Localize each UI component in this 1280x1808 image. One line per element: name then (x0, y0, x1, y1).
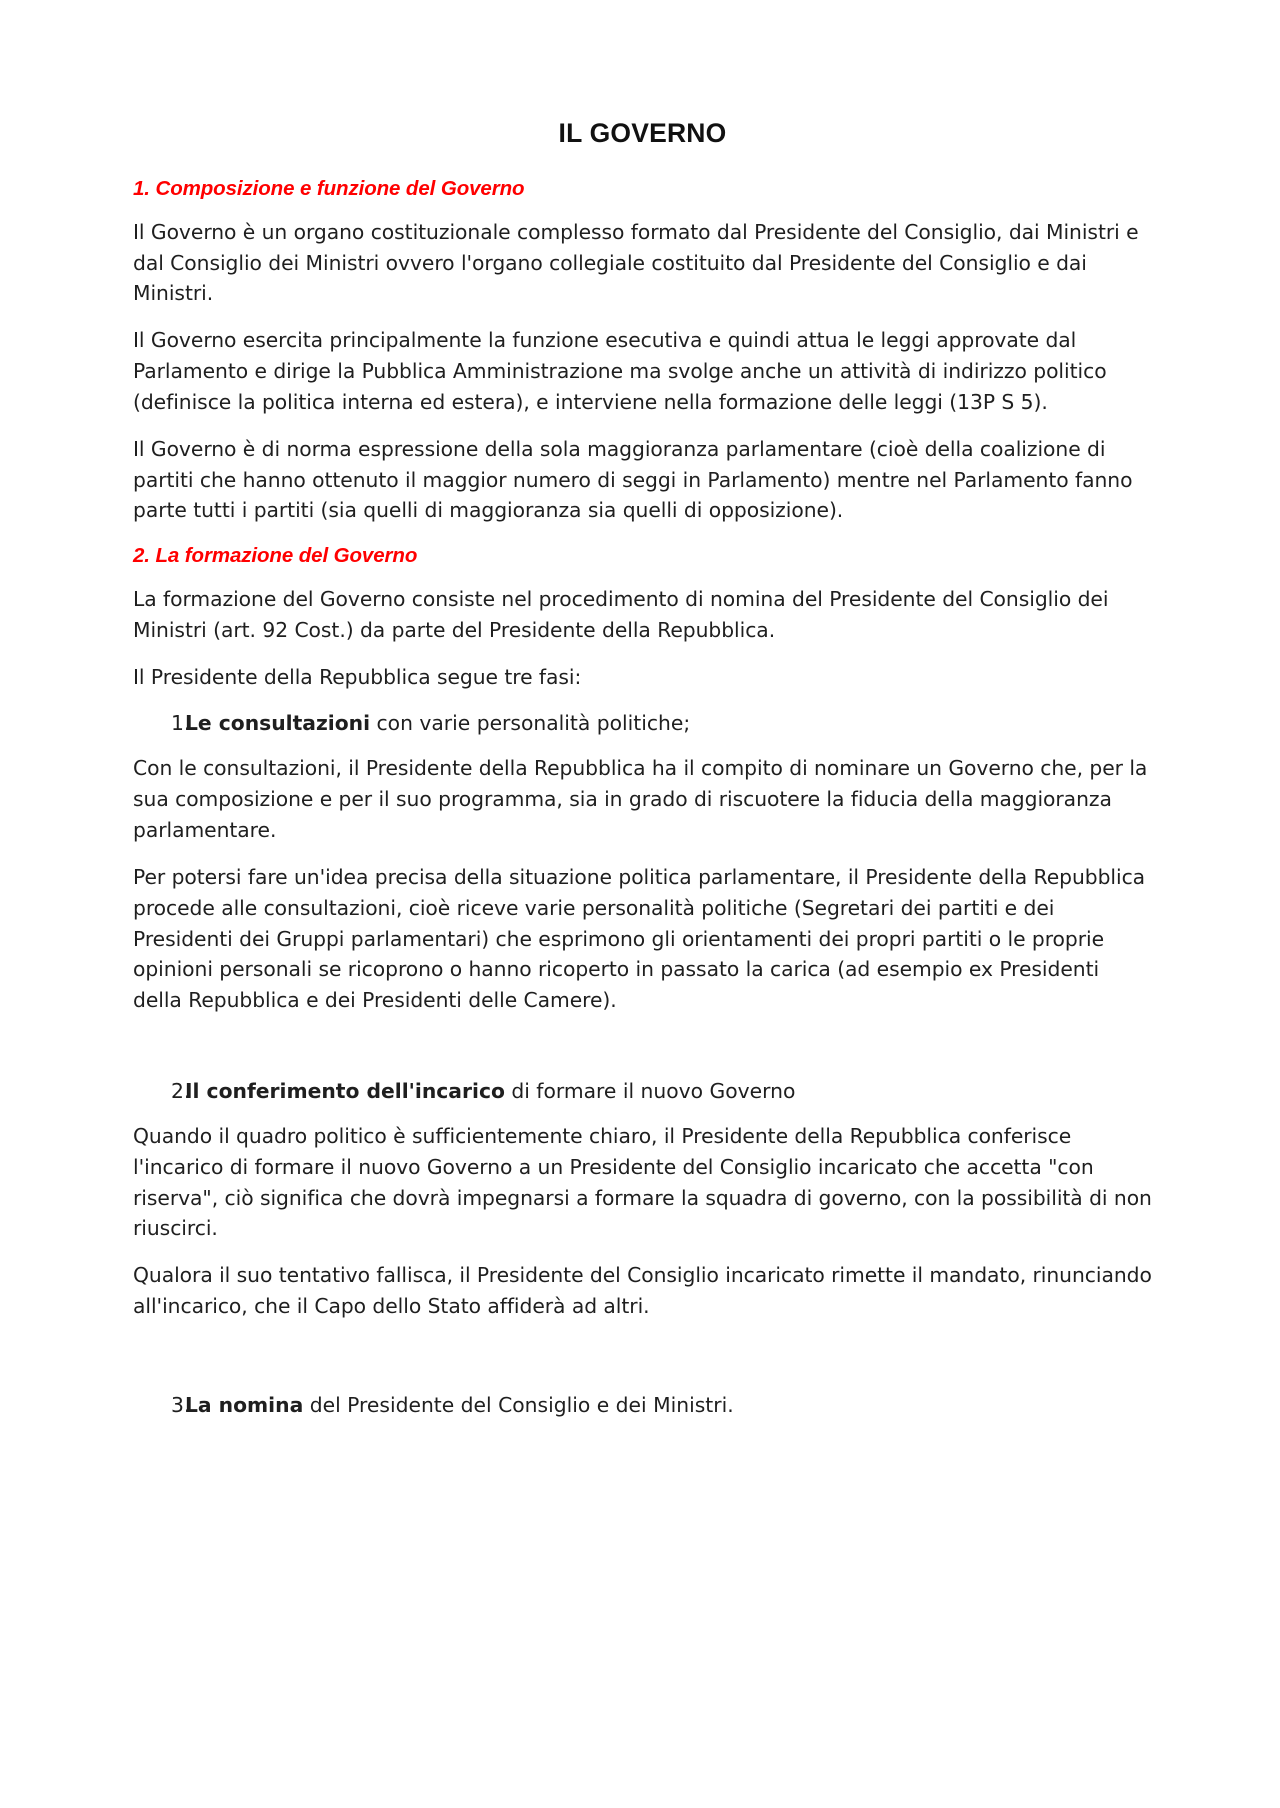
list-item (133, 1390, 1152, 1421)
paragraph-formazione-2: Il Presidente della Repubblica segue tre fasi: (133, 664, 582, 689)
paragraph-incarico-2: Qualora il suo tentativo fallisca, il Presidente del Consiglio incaricato rimette il mandato, rinunciando all'incarico, che il Capo dello Stato affiderà ad altri. (133, 1263, 1152, 1319)
paragraph-consultazioni-2: Per potersi fare un'idea precisa della situazione politica parlamentare, il Presidente della Repubblica procede alle consultazioni, cioè riceve varie personalità politiche (Segretari dei partiti e dei Presidenti dei Gruppi parlamentari) che esprimono gli orientamenti dei propri partiti o le proprie opinioni personali se ricoprono o hanno ricoperto in passato la carica (ad esempio ex Presidenti della Repubblica e dei Presidenti delle Camere). (133, 864, 1146, 1013)
list-item-rest: di formare il nuovo Governo (504, 1079, 796, 1104)
page-title: IL GOVERNO (558, 118, 727, 148)
paragraph-composizione-1: Il Governo è un organo costituzionale complesso formato dal Presidente del Consiglio, dai Ministri e dal Consiglio dei Ministri ovvero l'organo collegiale costituito dal Presidente del Consiglio e dai Ministri. (133, 219, 1139, 306)
list-item-rest: con varie personalità politiche; (370, 711, 691, 736)
phases-list-item-3 (133, 1390, 1152, 1421)
paragraph-composizione-2: Il Governo esercita principalmente la funzione esecutiva e quindi attua le leggi approvate dal Parlamento e dirige la Pubblica Amministrazione ma svolge anche un attività di indirizzo politico (definisce la politica interna ed estera), e interviene nella formazione delle leggi (13P S 5). (133, 328, 1107, 414)
section-heading-2: 2. La formazione del Governo (133, 544, 418, 568)
list-item-number: 2. (171, 1079, 191, 1104)
list-item-text (185, 1076, 1152, 1107)
list-item-number: 3. (171, 1392, 191, 1417)
paragraph-incarico-1: Quando il quadro politico è sufficientemente chiaro, il Presidente della Repubblica conferisce l'incarico di formare il nuovo Governo a un Presidente del Consiglio incaricato che accetta "con riserva", ciò significa che dovrà impegnarsi a formare la squadra di governo, con la possibilità di non riuscirci. (133, 1123, 1152, 1241)
spacer-before-item-2 (133, 1032, 1152, 1076)
list-item-term: Le consultazioni (185, 711, 371, 736)
list-item-term: La nomina (185, 1392, 304, 1417)
phases-list-item-2 (133, 1076, 1152, 1107)
list-item-term: Il conferimento dell'incarico (185, 1079, 505, 1104)
paragraph-composizione-3: Il Governo è di norma espressione della sola maggioranza parlamentare (cioè della coalizione di partiti che hanno ottenuto il maggior numero di seggi in Parlamento) mentre nel Parlamento fanno parte tutti i partiti (sia quelli di maggioranza sia quelli di opposizione). (133, 436, 1133, 523)
section-heading-1: 1. Composizione e funzione del Governo (133, 177, 525, 200)
list-item-number: 1. (171, 711, 191, 736)
list-item-text (185, 708, 1152, 739)
list-item-text (185, 1390, 1152, 1421)
paragraph-formazione-1: La formazione del Governo consiste nel procedimento di nomina del Presidente del Consiglio dei Ministri (art. 92 Cost.) da parte del Presidente della Repubblica. (133, 586, 1109, 642)
list-item (133, 1076, 1152, 1107)
spacer-before-item-3 (133, 1338, 1152, 1390)
list-item-rest: del Presidente del Consiglio e dei Ministri. (303, 1392, 734, 1417)
paragraph-consultazioni-1: Con le consultazioni, il Presidente della Repubblica ha il compito di nominare un Governo che, per la sua composizione e per il suo programma, sia in grado di riscuotere la fiducia della maggioranza parlamentare. (133, 756, 1148, 842)
list-item (133, 708, 1152, 739)
phases-list-item-1 (133, 708, 1152, 739)
